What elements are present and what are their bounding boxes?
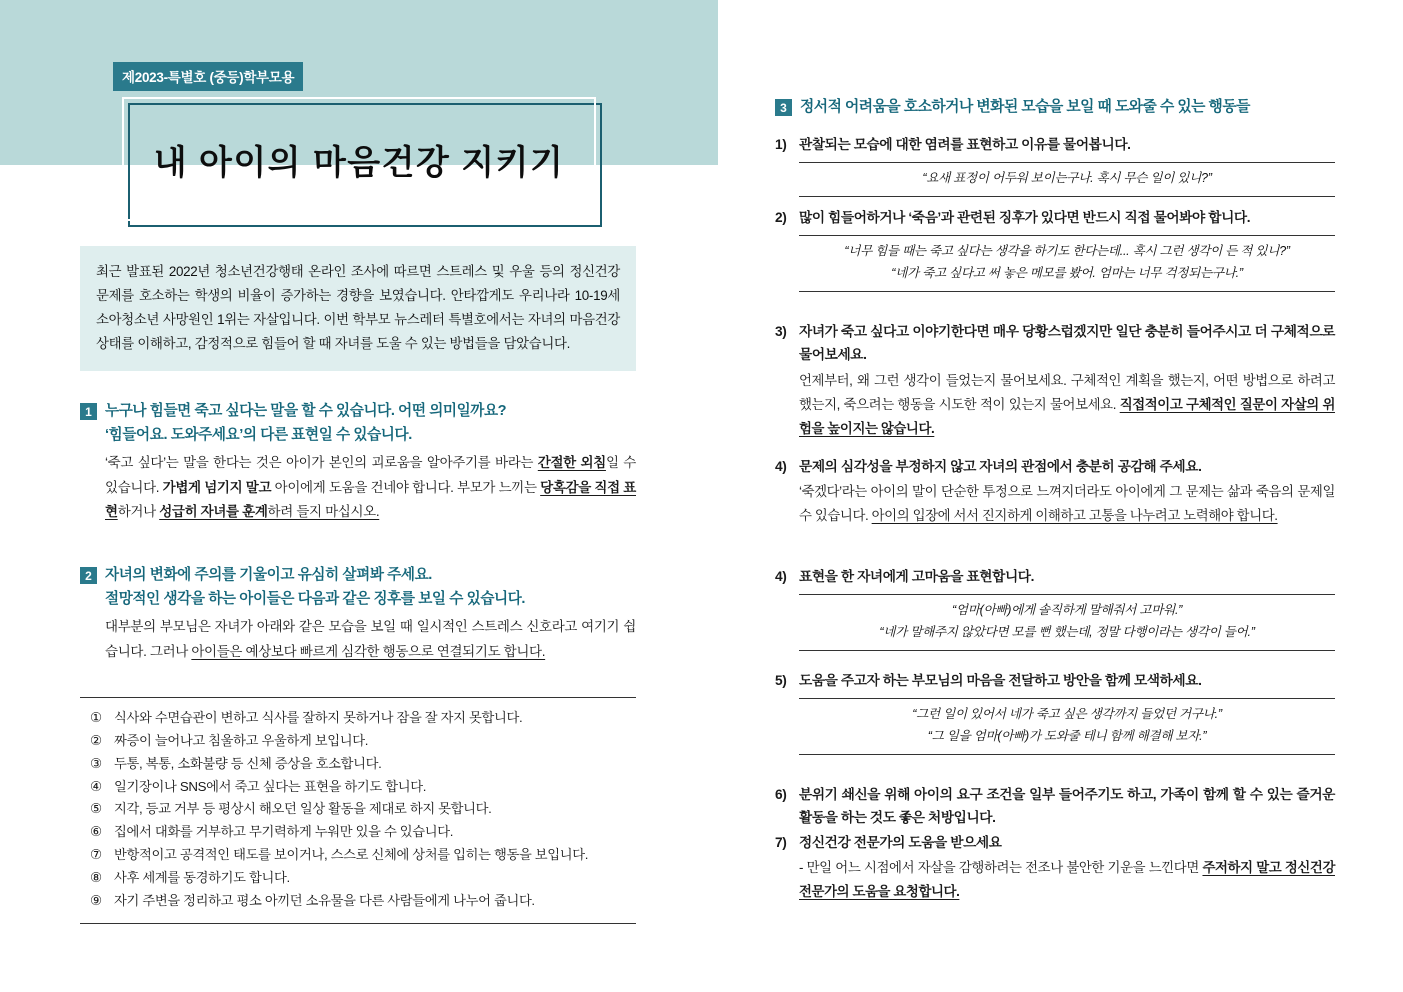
section-2-body [105,615,636,664]
s1-t2: 간절한 외침 [537,455,606,471]
item-1-number: 1) [775,137,787,152]
item-5-number: 4) [775,569,787,584]
section-3-title: 정서적 어려움을 호소하거나 변화된 모습을 보일 때 도와줄 수 있는 행동들 [800,99,1250,115]
list-text: 자기 주변을 정리하고 평소 아끼던 소유물을 다른 사람들에게 나누어 줍니다. [114,892,535,908]
item-3-body-emph: 직접적이고 구체적인 질문이 자살의 위험을 높이지는 않습니다. [799,396,1335,436]
list-item [90,707,630,730]
item-2-head: 많이 힘들어하거나 ‘죽음’과 관련된 징후가 있다면 반드시 직접 물어봐야 합니다. [799,210,1251,225]
list-item [90,798,630,821]
list-item [90,753,630,776]
item-5-head: 표현을 한 자녀에게 고마움을 표현합니다. [799,569,1034,584]
right-item-1 [775,133,1335,197]
item-6-head: 도움을 주고자 하는 부모님의 마음을 전달하고 방안을 함께 모색하세요. [799,673,1202,688]
list-item [90,890,630,913]
list-marker: ③ [90,755,102,771]
list-item [90,776,630,799]
intro-paragraph: 최근 발표된 2022년 청소년건강행태 온라인 조사에 따르면 스트레스 및 우울 등의 정신건강 문제를 호소하는 학생의 비율이 증가하는 경향을 보였습니다. 안타깝게도 우리나라 10-19세 소아청소년 사망원인 1위는 자살입니다. 이번 학부모 뉴스레터 특별호에서는 자녀의 마음건강 상태를 이해하고, 감정적으로 힘들어 할 때 자녀를 도울 수 있는 방법들을 담았습니다. [80,246,636,371]
signs-list [80,697,636,924]
item-1-head: 관찰되는 모습에 대한 염려를 표현하고 이유를 물어봅니다. [799,137,1131,152]
right-item-8 [775,831,1335,905]
item-5-quote-box [799,594,1335,650]
section-3-number: 3 [775,99,792,116]
right-item-5 [775,565,1335,651]
quote-line: “네가 말해주지 않았다면 모를 뻔 했는데, 정말 다행이라는 생각이 들어.” [879,624,1255,639]
quote-line: “네가 죽고 싶다고 써 놓은 메모를 봤어. 엄마는 너무 걱정되는구나.” [891,265,1243,280]
item-4-number: 4) [775,459,787,474]
item-6-quote-box [799,698,1335,754]
quote-line: “엄마(아빠)에게 솔직하게 말해줘서 고마워.” [951,603,1183,618]
item-8-head: 정신건강 전문가의 도움을 받으세요 [799,835,1002,850]
item-1-quote-box [799,162,1335,197]
list-marker: ⑤ [90,801,102,817]
item-3-body [775,369,1335,441]
item-2-quote-box [799,235,1335,291]
s1-t6: 당혹감을 직접 표현 [105,479,636,520]
section-3-header [775,96,1335,118]
issue-tag: 제2023-특별호 (중등)학부모용 [113,62,303,91]
section-1-title-line2: ‘힘들어요. 도와주세요’의 다른 표현일 수 있습니다. [105,426,412,443]
s1-t3: 일 수 있습니다. [105,455,636,495]
list-text: 지각, 등교 거부 등 평상시 해오던 일상 활동을 제대로 하지 못합니다. [114,801,492,817]
item-4-body-plain: ‘죽겠다’라는 아이의 말이 단순한 투정으로 느껴지더라도 아이에게 그 문제는 삶과 죽음의 문제일 수 있습니다. [799,484,1335,524]
item-8-number: 7) [775,835,787,850]
quote-line: “그런 일이 있어서 네가 죽고 싶은 생각까지 들었던 거구나.” [912,707,1222,722]
section-1 [80,400,636,525]
s2-t1: 대부분의 부모님은 자녀가 아래와 같은 모습을 보일 때 일시적인 스트레스 신호라고 여기기 쉽습니다. 그러나 [105,619,636,659]
right-item-3 [775,320,1335,441]
s2-t2: 아이들은 예상보다 빠르게 심각한 행동으로 연결되기도 합니다. [191,643,546,659]
s1-t4: 가볍게 넘기지 말고 [162,479,272,495]
list-text: 짜증이 늘어나고 침울하고 우울하게 보입니다. [114,732,369,748]
quote-line: “요새 표정이 어두워 보이는구나. 혹시 무슨 일이 있니?” [922,171,1212,186]
right-item-7 [775,783,1335,830]
item-4-body-emph: 아이의 입장에 서서 진지하게 이해하고 고통을 나누려고 노력해야 합니다. [871,508,1278,524]
s1-t1: ‘죽고 싶다’는 말을 한다는 것은 아이가 본인의 괴로움을 알아주기를 바라는 [105,455,538,471]
s1-t8: 성급히 자녀를 훈계 [159,504,268,520]
list-text: 집에서 대화를 거부하고 무기력하게 누워만 있을 수 있습니다. [114,824,454,840]
s1-t9: 하려 들지 마십시오. [267,504,380,520]
section-2 [80,564,636,664]
s1-t7: 하거나 [117,504,160,520]
list-item [90,844,630,867]
list-marker: ④ [90,778,102,794]
list-marker: ② [90,732,102,748]
list-marker: ⑥ [90,824,102,840]
item-8-body [775,856,1335,904]
list-item [90,867,630,890]
item-8-body-emph: 주저하지 말고 정신건강 전문가의 도움을 요청합니다. [799,860,1335,900]
list-text: 일기장이나 SNS에서 죽고 싶다는 표현을 하기도 합니다. [114,778,427,794]
item-3-body-plain: 언제부터, 왜 그런 생각이 들었는지 물어보세요. 구체적인 계획을 했는지, 어떤 방법으로 하려고 했는지, 죽으려는 행동을 시도한 적이 있는지 물어보세요. [799,372,1335,412]
list-item [90,730,630,753]
list-marker: ⑦ [90,847,102,863]
item-4-head: 문제의 심각성을 부정하지 않고 자녀의 관점에서 충분히 공감해 주세요. [799,459,1202,474]
list-text: 사후 세계를 동경하기도 합니다. [114,870,290,886]
section-2-title-line2: 절망적인 생각을 하는 아이들은 다음과 같은 징후를 보일 수 있습니다. [105,590,526,607]
item-8-body-plain: - 만일 어느 시점에서 자살을 감행하려는 전조나 불안한 기운을 느낀다면 [799,860,1203,876]
quote-line: “너무 힘들 때는 죽고 싶다는 생각을 하기도 한다는데... 혹시 그런 생각이 든 적 있니?” [844,244,1290,259]
section-1-number: 1 [80,403,97,420]
list-text: 두통, 복통, 소화불량 등 신체 증상을 호소합니다. [114,755,382,771]
list-marker: ⑨ [90,892,102,908]
right-item-4 [775,455,1335,529]
list-marker: ⑧ [90,870,102,886]
s1-t5: 아이에게 도움을 건네야 합니다. 부모가 느끼는 [271,479,541,495]
section-2-title-line1: 자녀의 변화에 주의를 기울이고 유심히 살펴봐 주세요. [105,567,432,583]
page-title: 내 아이의 마음건강 지키기 [153,143,565,182]
section-2-number: 2 [80,567,97,584]
list-item [90,821,630,844]
list-marker: ① [90,710,102,725]
item-7-head: 분위기 쇄신을 위해 아이의 요구 조건을 일부 들어주기도 하고, 가족이 함께 할 수 있는 즐거운 활동을 하는 것도 좋은 처방입니다. [799,787,1335,826]
right-item-2 [775,206,1335,292]
right-item-6 [775,669,1335,755]
item-7-number: 6) [775,787,787,802]
list-text: 식사와 수면습관이 변하고 식사를 잘하지 못하거나 잠을 잘 자지 못합니다. [114,710,523,725]
list-text: 반항적이고 공격적인 태도를 보이거나, 스스로 신체에 상처를 입히는 행동을 보입니다. [114,847,589,863]
item-3-head: 자녀가 죽고 싶다고 이야기한다면 매우 당황스럽겠지만 일단 충분히 들어주시고 더 구체적으로 물어보세요. [799,324,1335,363]
item-4-body [775,480,1335,528]
section-1-title-line1: 누구나 힘들면 죽고 싶다는 말을 할 수 있습니다. 어떤 의미일까요? [105,403,507,419]
section-1-body [105,451,636,525]
item-6-number: 5) [775,673,787,688]
quote-line: “그 일을 엄마(아빠)가 도와줄 테니 함께 해결해 보자.” [927,728,1207,743]
item-2-number: 2) [775,210,787,225]
item-3-number: 3) [775,324,787,339]
